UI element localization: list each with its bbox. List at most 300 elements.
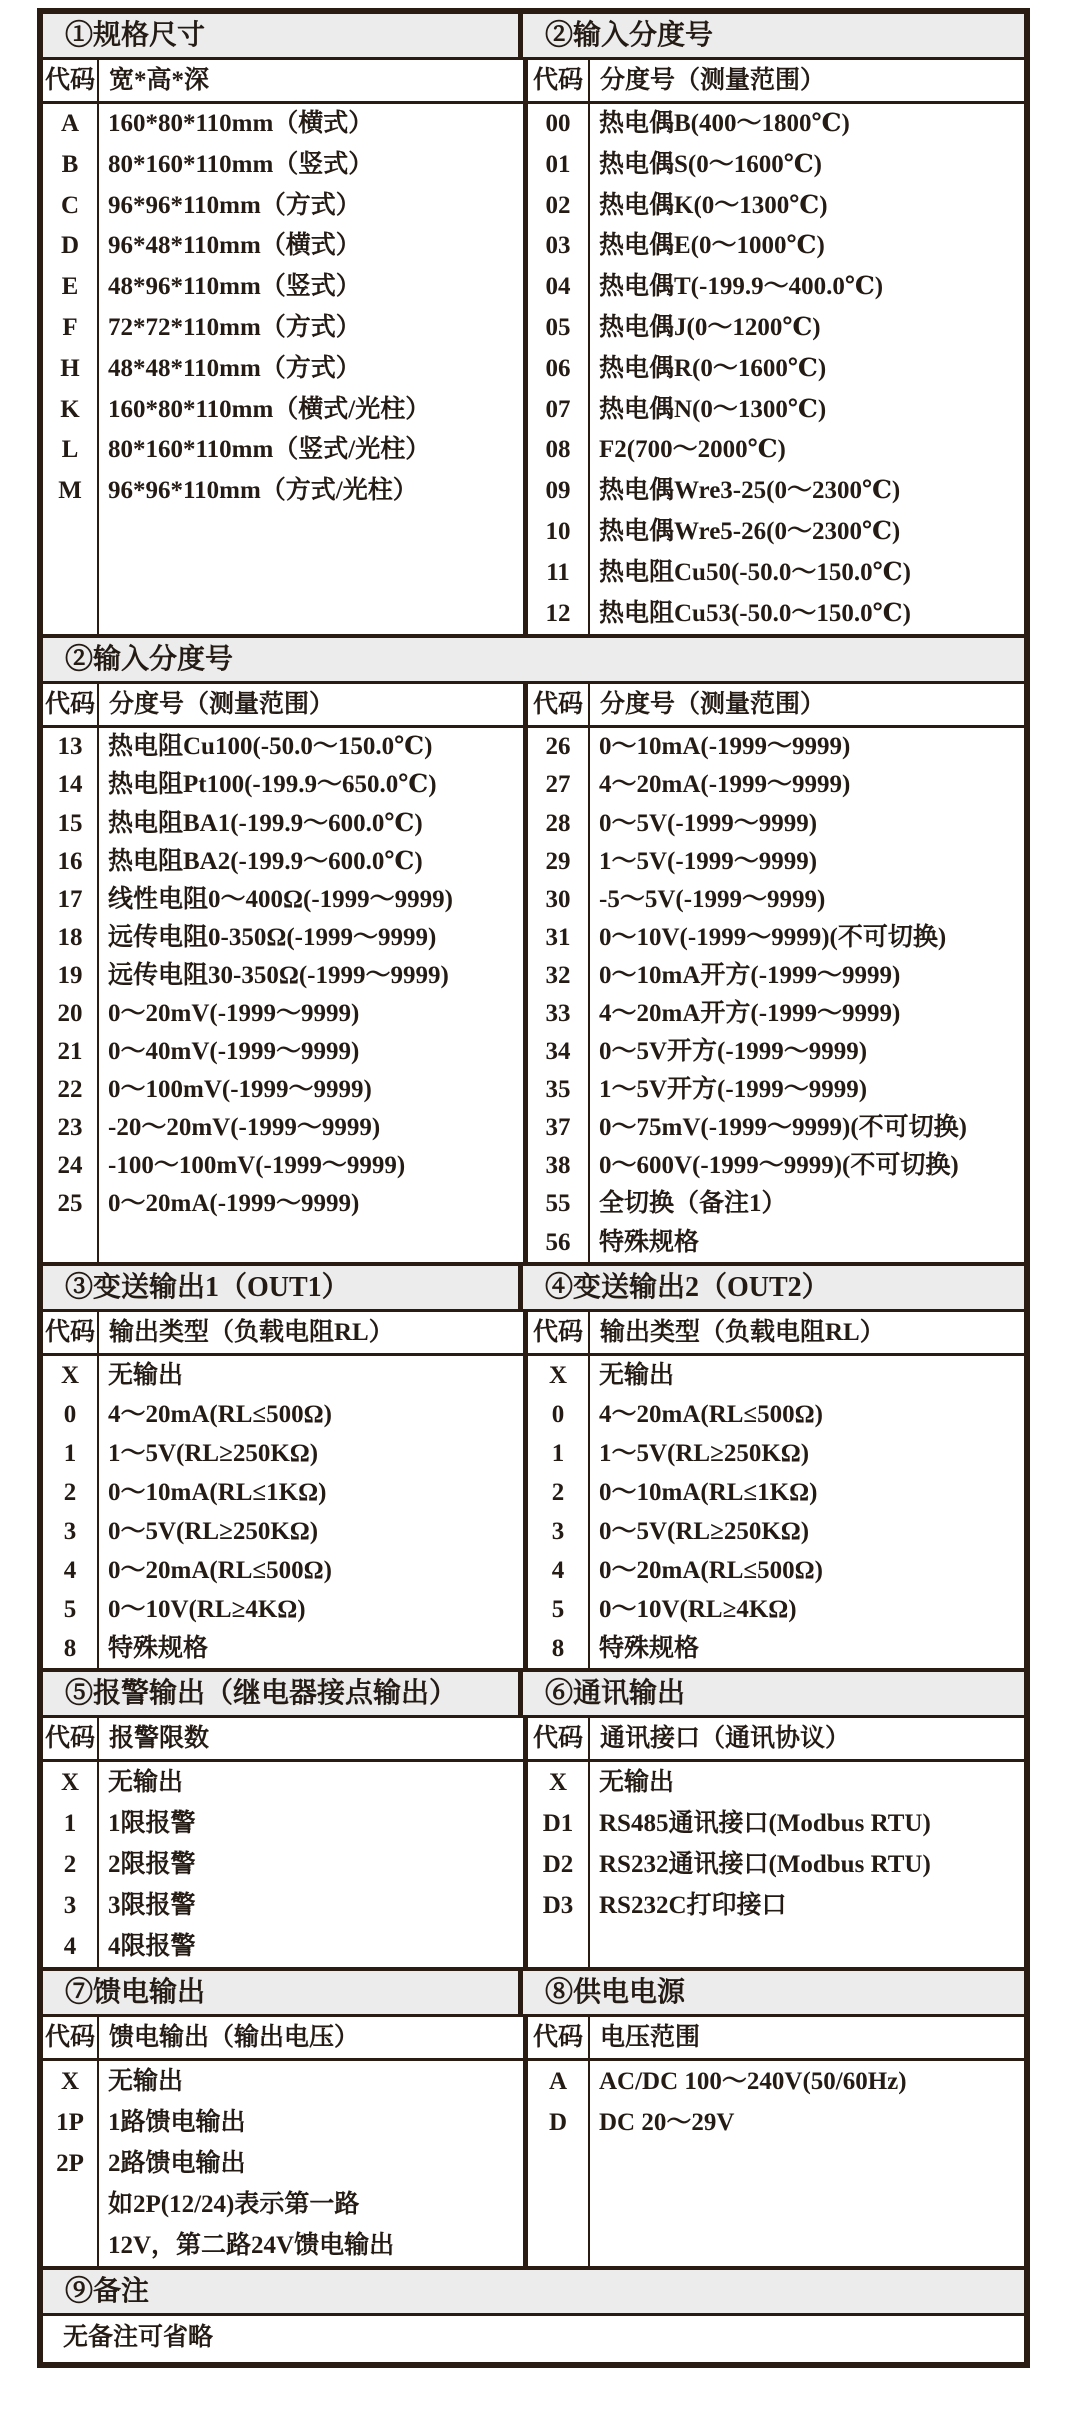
section-banner [43,1266,1024,1312]
table-row [43,349,523,390]
desc-header: 输出类型（负载电阻RL） [109,1318,394,1346]
desc-cell: 96*48*110mm（横式） [108,232,361,260]
table-row [43,1395,523,1434]
table-row [528,1395,1024,1434]
code-cell: 5 [551,1596,565,1624]
section-body [43,2017,1024,2266]
desc-cell: RS232通讯接口(Modbus RTU) [599,1851,931,1879]
code-cell [43,2225,97,2266]
desc-cell: 远传电阻30-350Ω(-1999～9999) [108,961,449,989]
section-alarm-and-comm [43,1668,1024,1967]
table-row [43,1844,523,1885]
desc-cell: 1路馈电输出 [108,2109,246,2137]
desc-cell: 热电阻BA1(-199.9～600.0℃) [108,809,423,837]
table-row [43,1185,523,1223]
right-column [523,684,1024,1261]
table-row [528,1762,1024,1803]
table-row [528,430,1024,471]
desc-cell: 无输出 [108,1769,184,1797]
table-row [528,1033,1024,1071]
code-cell: 38 [545,1152,571,1180]
table-row [528,1844,1024,1885]
table-row [528,471,1024,512]
desc-cell: 热电偶E(0～1000℃) [599,232,825,260]
rows-list [43,1762,523,1967]
code-cell: 2 [63,1851,77,1879]
table-row [528,1629,1024,1668]
code-cell: 11 [546,558,570,586]
desc-cell: 0～100mV(-1999～9999) [108,1076,372,1104]
code-cell: 29 [545,847,571,875]
table-row [43,766,523,804]
table-row [43,881,523,919]
table-row [528,1885,1024,1926]
code-cell: 30 [545,885,571,913]
table-row [43,2143,523,2184]
code-cell: 16 [57,847,83,875]
desc-header: 报警限数 [109,1725,210,1753]
section-body [43,60,1024,634]
right-column [523,2017,1024,2266]
code-cell: D [60,232,80,260]
table-row [528,1109,1024,1147]
desc-header: 分度号（测量范围） [600,691,826,719]
code-cell: 5 [63,1596,77,1624]
code-cell: 05 [545,313,571,341]
desc-cell: 热电阻Pt100(-199.9～650.0℃) [108,771,437,799]
section-size-and-input [43,14,1024,634]
section-title: ②输入分度号 [545,20,714,51]
code-cell: 24 [57,1152,83,1180]
desc-cell: 无输出 [599,1361,675,1389]
desc-cell: 0～20mA(RL≤500Ω) [599,1557,823,1585]
desc-cell: 0～5V(RL≥250KΩ) [599,1518,810,1546]
section-banner [43,1672,1024,1718]
desc-cell: 0～10mA开方(-1999～9999) [599,961,901,989]
desc-cell: 1～5V(RL≥250KΩ) [599,1439,810,1467]
table-row [43,186,523,227]
section-title: ⑥通讯输出 [545,1678,686,1710]
table-row [528,2061,1024,2102]
desc-cell: 80*160*110mm（竖式/光柱） [108,436,431,464]
col-header [528,2017,1024,2061]
left-column [43,684,523,1261]
table-row [43,1512,523,1551]
desc-cell: 0～10mA(-1999～9999) [599,733,851,761]
desc-cell: 0～5V(-1999～9999) [599,809,818,837]
table-row [528,843,1024,881]
desc-cell: 0～20mV(-1999～9999) [108,1000,360,1028]
section-title: ①规格尺寸 [43,14,523,57]
code-cell: 09 [545,477,571,505]
desc-cell: 1～5V(RL≥250KΩ) [108,1439,319,1467]
desc-cell: 全切换（备注1） [599,1190,787,1218]
code-cell: 02 [545,191,571,219]
code-cell: 22 [57,1076,83,1104]
table-row [528,957,1024,995]
code-cell: L [61,436,79,464]
desc-cell: 4～20mA开方(-1999～9999) [599,1000,901,1028]
table-row [528,919,1024,957]
table-row [43,1803,523,1844]
desc-cell: 热电阻BA2(-199.9～600.0℃) [108,847,423,875]
code-cell: 18 [57,923,83,951]
desc-cell: 热电阻Cu53(-50.0～150.0℃) [599,599,911,627]
code-cell: 3 [63,1892,77,1920]
code-cell: 08 [545,436,571,464]
table-row [43,1356,523,1395]
table-row [43,2225,523,2266]
code-cell: 14 [57,771,83,799]
table-row [43,267,523,308]
code-cell: 33 [545,1000,571,1028]
section-body [43,1312,1024,1669]
code-cell: H [60,354,80,382]
desc-header: 分度号（测量范围） [600,67,826,94]
desc-cell: 160*80*110mm（横式/光柱） [108,395,431,423]
table-row [528,1224,1024,1262]
desc-cell: 4～20mA(RL≤500Ω) [599,1400,823,1428]
table-row [43,390,523,431]
left-column [43,1312,523,1669]
code-cell: 20 [57,1000,83,1028]
table-row [528,145,1024,186]
code-cell: 12 [545,599,571,627]
section-banner [43,1971,1024,2017]
desc-cell: 热电偶J(0～1200℃) [599,313,821,341]
desc-cell: 48*96*110mm（竖式） [108,273,361,301]
desc-cell: 无输出 [599,1769,675,1797]
table-row [528,390,1024,431]
desc-cell: 热电偶N(0～1300℃) [599,395,827,423]
table-row [43,957,523,995]
code-cell: 0 [63,1400,77,1428]
desc-cell: 0～600V(-1999～9999)(不可切换) [599,1152,959,1180]
col-header [528,684,1024,728]
col-header [43,684,523,728]
desc-cell: 4限报警 [108,1933,196,1961]
desc-cell: 热电偶B(400～1800℃) [599,110,850,137]
table-row [43,145,523,186]
table-row [528,1803,1024,1844]
desc-cell: 0～20mA(RL≤500Ω) [108,1557,332,1585]
note-row: 无备注可省略 [63,2324,214,2352]
table-row [528,1590,1024,1629]
desc-header: 电压范围 [600,2024,701,2052]
table-row [43,1147,523,1185]
section-banner [43,2270,1024,2316]
code-cell: 00 [545,110,571,137]
code-header: 代码 [532,1725,583,1753]
desc-cell: 热电偶R(0～1600℃) [599,354,827,382]
code-cell: X [60,2068,80,2096]
code-cell: 1 [63,1810,77,1838]
section-title: ②输入分度号 [65,644,234,676]
table-row [43,1926,523,1967]
right-column [523,60,1024,634]
table-row [528,1356,1024,1395]
table-row [43,1109,523,1147]
desc-cell: 热电阻Cu50(-50.0～150.0℃) [599,558,911,586]
table-row [528,308,1024,349]
table-row [43,919,523,957]
desc-cell: 4～20mA(RL≤500Ω) [108,1400,332,1428]
desc-cell: 热电偶Wre5-26(0～2300℃) [599,517,901,545]
code-cell: 8 [63,1635,77,1663]
code-header: 代码 [532,691,583,719]
rows-list [528,104,1024,634]
table-row [528,349,1024,390]
section-remarks [43,2266,1024,2362]
code-cell: D [548,2109,568,2137]
code-cell: K [60,395,80,423]
table-row [528,553,1024,594]
table-row [43,1071,523,1109]
table-row [528,728,1024,766]
table-row [528,881,1024,919]
rows-list [43,104,523,634]
desc-cell: 0～20mA(-1999～9999) [108,1190,360,1218]
section-title: ③变送输出1（OUT1） [43,1266,523,1309]
code-cell: 8 [551,1635,565,1663]
col-header [43,1312,523,1356]
code-cell: 03 [545,232,571,260]
table-row [528,995,1024,1033]
table-row [43,1590,523,1629]
code-header: 代码 [44,67,95,94]
code-cell: 26 [545,733,571,761]
table-row [528,1473,1024,1512]
section-body [43,1718,1024,1967]
table-row [528,805,1024,843]
section-title: ④变送输出2（OUT2） [545,1271,830,1303]
code-cell: 21 [57,1038,83,1066]
section-feed-and-power [43,1967,1024,2266]
table-row [43,2102,523,2143]
table-row [528,2102,1024,2143]
code-header: 代码 [44,1318,95,1346]
code-cell: 07 [545,395,571,423]
section-input-continued [43,634,1024,1261]
desc-cell: DC 20～29V [599,2109,735,2137]
desc-cell: 特殊规格 [599,1228,700,1256]
code-cell: 55 [545,1190,571,1218]
desc-cell: 0～10mA(RL≤1KΩ) [108,1478,327,1506]
right-column [523,1718,1024,1967]
code-cell: 37 [545,1114,571,1142]
table-row [528,594,1024,635]
desc-cell: 1～5V开方(-1999～9999) [599,1076,868,1104]
code-cell: 13 [57,733,83,761]
code-cell: A [548,2068,568,2096]
desc-cell: 热电偶T(-199.9～400.0℃) [599,273,884,301]
desc-cell: 160*80*110mm（横式） [108,110,374,137]
table-row [528,1512,1024,1551]
desc-cell: 0～10V(-1999～9999)(不可切换) [599,923,947,951]
section-title: ⑨备注 [65,2276,150,2308]
code-cell [43,2184,97,2225]
table-row [528,267,1024,308]
desc-cell: 12V，第二路24V馈电输出 [108,2232,395,2260]
code-header: 代码 [532,2024,583,2052]
code-cell: 15 [57,809,83,837]
code-cell: 3 [551,1518,565,1546]
code-cell: 27 [545,771,571,799]
code-cell: D3 [542,1892,574,1920]
code-header: 代码 [44,691,95,719]
col-header [43,1718,523,1762]
desc-cell: 0～75mV(-1999～9999)(不可切换) [599,1114,968,1142]
table-row [43,308,523,349]
desc-cell: 1限报警 [108,1810,196,1838]
code-cell: D2 [542,1851,574,1879]
desc-cell: 3限报警 [108,1892,196,1920]
desc-cell: 96*96*110mm（方式） [108,191,361,219]
code-cell: B [61,150,79,178]
desc-cell: 4～20mA(-1999～9999) [599,771,851,799]
code-cell: 4 [63,1557,77,1585]
rows-list [528,1762,1024,1967]
section-banner [43,14,1024,60]
table-row [528,226,1024,267]
table-row [43,728,523,766]
code-header: 代码 [44,1725,95,1753]
table-row [43,1629,523,1668]
table-row [43,1551,523,1590]
code-cell: 56 [545,1228,571,1256]
desc-header: 宽*高*深 [109,67,210,94]
code-cell: 23 [57,1114,83,1142]
code-cell: E [61,273,79,301]
table-row [528,766,1024,804]
desc-cell: 远传电阻0-350Ω(-1999～9999) [108,923,437,951]
code-cell: 17 [57,885,83,913]
table-row [43,1434,523,1473]
table-row [528,1551,1024,1590]
section-banner [43,638,1024,684]
code-header: 代码 [532,1318,583,1346]
desc-cell: F2(700～2000℃) [599,436,786,464]
code-cell: X [548,1361,568,1389]
code-cell: F [62,313,78,341]
section-title: ⑧供电电源 [545,1977,686,2009]
code-cell: 04 [545,273,571,301]
desc-header: 馈电输出（输出电压） [109,2024,360,2052]
desc-cell: RS232C打印接口 [599,1892,787,1920]
code-cell: 34 [545,1038,571,1066]
col-header [43,60,523,104]
desc-cell: 96*96*110mm（方式/光柱） [108,477,418,505]
table-row [43,471,523,512]
rows-list [43,728,523,1261]
table-row [43,1885,523,1926]
desc-cell: 0～10V(RL≥4KΩ) [108,1596,306,1624]
desc-cell: 0～10V(RL≥4KΩ) [599,1596,797,1624]
desc-cell: 热电偶S(0～1600℃) [599,150,823,178]
code-header: 代码 [532,67,583,94]
code-cell: 35 [545,1076,571,1104]
rows-list [43,2061,523,2266]
table-row [43,1473,523,1512]
code-header: 代码 [44,2024,95,2052]
desc-cell: -20～20mV(-1999～9999) [108,1114,381,1142]
desc-cell: 0～5V开方(-1999～9999) [599,1038,868,1066]
right-column [523,1312,1024,1669]
code-cell: 1 [63,1439,77,1467]
desc-cell: -100～100mV(-1999～9999) [108,1152,406,1180]
code-cell: X [60,1361,80,1389]
desc-cell: 热电偶K(0～1300℃) [599,191,828,219]
desc-cell: -5～5V(-1999～9999) [599,885,826,913]
rows-list [43,1356,523,1669]
code-cell: 25 [57,1190,83,1218]
code-cell: C [60,191,80,219]
desc-cell: 0～5V(RL≥250KΩ) [108,1518,319,1546]
section-title: ⑦馈电输出 [43,1971,523,2014]
desc-cell: 特殊规格 [599,1635,700,1663]
desc-cell: 1～5V(-1999～9999) [599,847,818,875]
desc-cell: 热电偶Wre3-25(0～2300℃) [599,477,901,505]
col-header [528,1718,1024,1762]
desc-cell: 热电阻Cu100(-50.0～150.0℃) [108,733,433,761]
code-cell: 31 [545,923,571,951]
code-cell: M [58,477,82,505]
code-cell: 32 [545,961,571,989]
rows-list [528,1356,1024,1669]
table-row [43,226,523,267]
desc-cell: 无输出 [108,1361,184,1389]
table-row [43,2061,523,2102]
table-row [528,1185,1024,1223]
table-row [43,843,523,881]
desc-cell: 48*48*110mm（方式） [108,354,361,382]
desc-cell: 72*72*110mm（方式） [108,313,361,341]
code-cell: X [60,1769,80,1797]
code-cell: 4 [551,1557,565,1585]
desc-cell: 2限报警 [108,1851,196,1879]
code-cell: 10 [545,517,571,545]
code-cell: 1P [56,2109,84,2137]
section-transmit-outputs [43,1262,1024,1669]
table-row [528,512,1024,553]
section-body [43,684,1024,1261]
desc-cell: 80*160*110mm（竖式） [108,150,374,178]
desc-cell: 线性电阻0～400Ω(-1999～9999) [108,885,453,913]
col-header [43,2017,523,2061]
table-row [528,186,1024,227]
code-cell: 0 [551,1400,565,1428]
desc-cell: 如2P(12/24)表示第一路 [108,2191,360,2219]
left-column [43,60,523,634]
code-cell: 2 [63,1478,77,1506]
desc-cell: 2路馈电输出 [108,2150,246,2178]
left-column [43,1718,523,1967]
code-cell: 06 [545,354,571,382]
desc-cell: 特殊规格 [108,1635,209,1663]
desc-cell: AC/DC 100～240V(50/60Hz) [599,2068,907,2096]
desc-header: 通讯接口（通讯协议） [600,1725,851,1753]
rows-list [528,2061,1024,2266]
desc-header: 输出类型（负载电阻RL） [600,1318,885,1346]
code-cell: 1 [551,1439,565,1467]
rows-list [528,728,1024,1261]
table-row [43,1033,523,1071]
table-row [43,995,523,1033]
desc-header: 分度号（测量范围） [109,691,335,719]
code-cell: A [60,110,80,137]
code-cell: 01 [545,150,571,178]
col-header [528,1312,1024,1356]
